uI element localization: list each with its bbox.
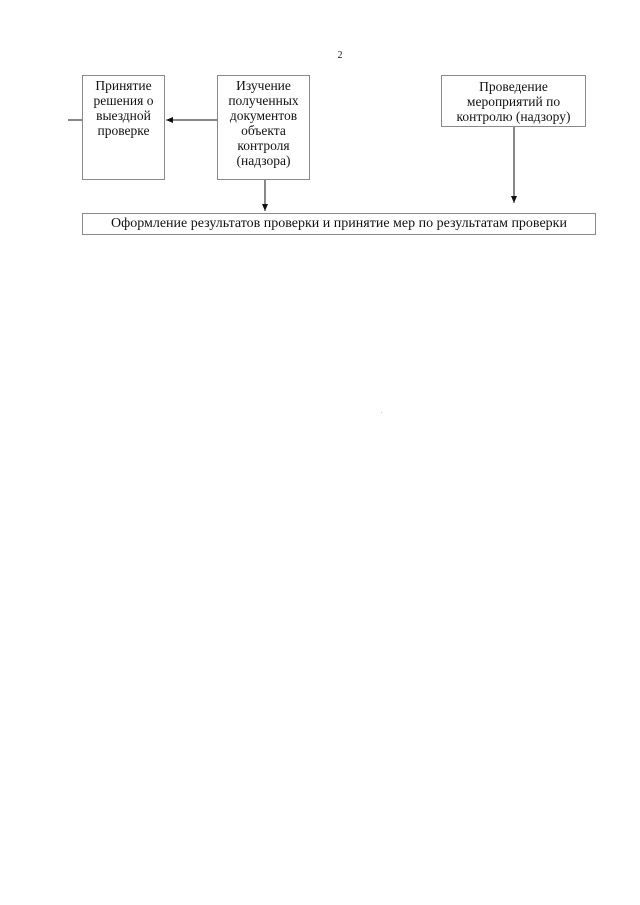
results-box: Оформление результатов проверки и принятие мер по результатам проверки: [82, 213, 596, 235]
decision-box: Принятие решения о выездной проверке: [82, 75, 165, 180]
scan-speck: [381, 412, 382, 413]
control-measures-box: Проведение мероприятий по контролю (надзору): [441, 75, 586, 127]
page-number: 2: [337, 50, 343, 61]
document-study-box: Изучение полученных документов объекта контроля (надзора): [217, 75, 310, 180]
